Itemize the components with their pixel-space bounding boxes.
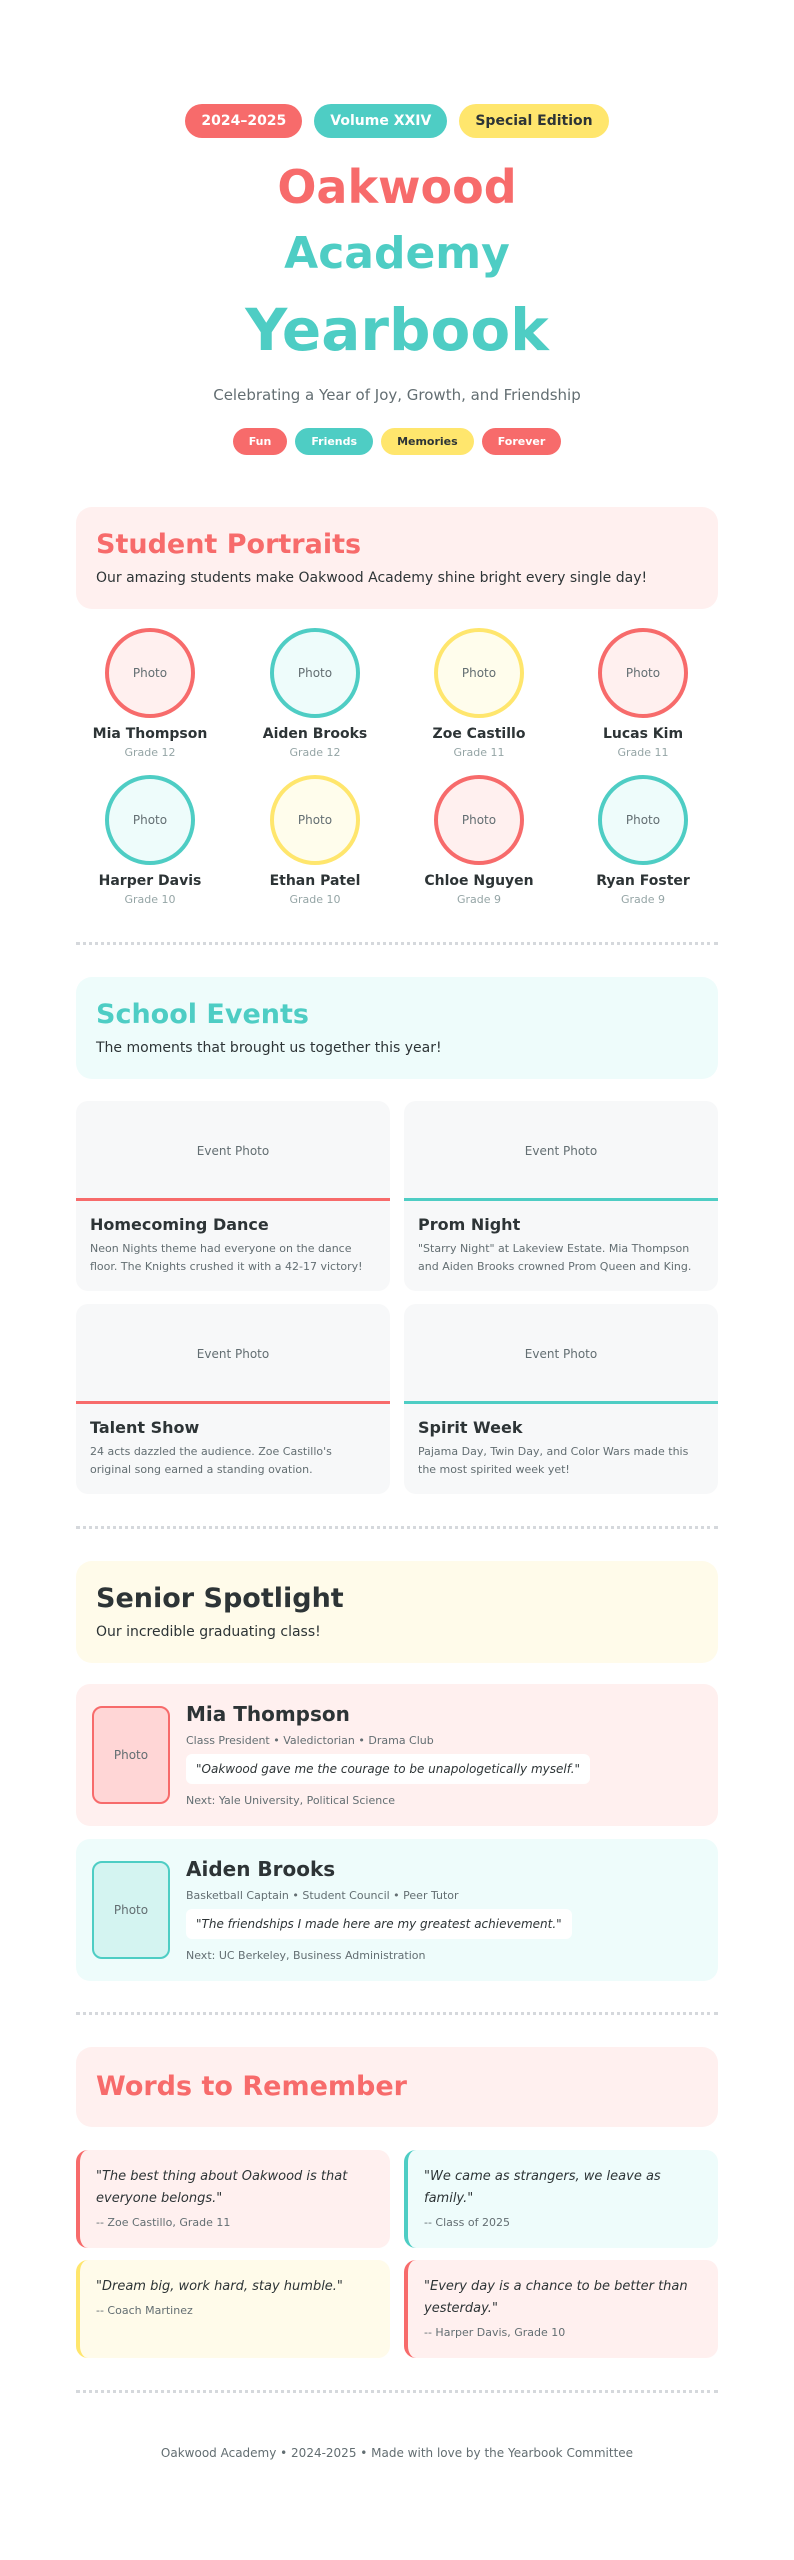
quote-text: "We came as strangers, we leave as family." (424, 2169, 661, 2206)
senior-card[interactable] (76, 1684, 718, 1826)
portrait-card[interactable] (563, 775, 723, 906)
student-name: Lucas Kim (602, 726, 684, 742)
quote-card (404, 2260, 718, 2358)
student-name: Zoe Castillo (432, 726, 526, 742)
student-name: Chloe Nguyen (424, 873, 534, 889)
senior-quote: "The friendships I made here are my greatest achievement." (186, 1909, 572, 1939)
event-description: Neon Nights theme had everyone on the dance floor. The Knights crushed it with a 42-17 victory! (90, 1242, 363, 1273)
quote-card (76, 2260, 390, 2358)
portraits-section-header (76, 507, 718, 609)
portrait-card[interactable] (563, 628, 723, 759)
quote-author: -- Harper Davis, Grade 10 (424, 2326, 566, 2339)
tag-friends: Friends (295, 428, 373, 455)
spotlight-subheading: Our incredible graduating class! (96, 1624, 321, 1640)
student-grade: Grade 9 (620, 893, 666, 906)
volume-badge: Volume XXIV (314, 104, 447, 138)
student-grade: Grade 12 (124, 746, 176, 759)
portrait-card[interactable] (399, 628, 559, 759)
title-yearbook: Yearbook (245, 296, 549, 364)
student-grade: Grade 10 (289, 893, 341, 906)
quote-author: -- Class of 2025 (424, 2216, 510, 2229)
hero-subtitle: Celebrating a Year of Joy, Growth, and Friendship (213, 386, 581, 404)
student-name: Ryan Foster (596, 873, 690, 889)
events-section-header (76, 977, 718, 1079)
portrait-photo: Photo (105, 628, 195, 718)
student-grade: Grade 12 (289, 746, 341, 759)
senior-photo: Photo (92, 1861, 170, 1959)
quote-text: "The best thing about Oakwood is that everyone belongs." (96, 2169, 348, 2206)
event-photo: Event Photo (76, 1304, 390, 1404)
events-heading: School Events (96, 999, 309, 1030)
student-grade: Grade 11 (453, 746, 505, 759)
section-divider (76, 2012, 718, 2015)
student-name: Mia Thompson (92, 726, 208, 742)
portrait-photo: Photo (434, 775, 524, 865)
title-academy: Academy (284, 228, 510, 279)
quote-text: "Dream big, work hard, stay humble." (96, 2279, 343, 2294)
portrait-card[interactable] (235, 628, 395, 759)
event-description: 24 acts dazzled the audience. Zoe Castillo's original song earned a standing ovation. (90, 1445, 332, 1476)
year-badge: 2024–2025 (185, 104, 302, 138)
senior-name: Aiden Brooks (186, 1857, 336, 1881)
portrait-card[interactable] (235, 775, 395, 906)
event-description: Pajama Day, Twin Day, and Color Wars made this the most spirited week yet! (418, 1445, 689, 1476)
senior-next-step: Next: UC Berkeley, Business Administration (186, 1949, 426, 1962)
portrait-photo: Photo (434, 628, 524, 718)
event-card[interactable] (76, 1304, 390, 1494)
student-grade: Grade 10 (124, 893, 176, 906)
senior-card[interactable] (76, 1839, 718, 1981)
portrait-photo: Photo (598, 775, 688, 865)
portrait-card[interactable] (70, 628, 230, 759)
spotlight-heading: Senior Spotlight (96, 1583, 344, 1614)
event-card[interactable] (76, 1101, 390, 1291)
student-grade: Grade 9 (456, 893, 502, 906)
senior-next-step: Next: Yale University, Political Science (186, 1794, 396, 1807)
portrait-photo: Photo (105, 775, 195, 865)
event-photo: Event Photo (76, 1101, 390, 1201)
quote-card (76, 2150, 390, 2248)
event-description: "Starry Night" at Lakeview Estate. Mia Thompson and Aiden Brooks crowned Prom Queen and King. (418, 1242, 692, 1273)
quote-text: "Every day is a chance to be better than yesterday." (424, 2279, 688, 2316)
hero-tag-row (0, 428, 794, 455)
student-name: Ethan Patel (269, 873, 361, 889)
event-card[interactable] (404, 1304, 718, 1494)
portraits-heading: Student Portraits (96, 529, 362, 560)
quote-card (404, 2150, 718, 2248)
event-title: Talent Show (90, 1418, 200, 1437)
events-subheading: The moments that brought us together this year! (96, 1040, 442, 1056)
senior-quote: "Oakwood gave me the courage to be unapologetically myself." (186, 1754, 590, 1784)
student-name: Aiden Brooks (262, 726, 368, 742)
portrait-photo: Photo (270, 628, 360, 718)
section-divider (76, 2390, 718, 2393)
portrait-card[interactable] (70, 775, 230, 906)
senior-name: Mia Thompson (186, 1702, 350, 1726)
event-photo: Event Photo (404, 1101, 718, 1201)
event-title: Prom Night (418, 1215, 521, 1234)
portrait-photo: Photo (598, 628, 688, 718)
portrait-photo: Photo (270, 775, 360, 865)
yearbook-hero (0, 0, 794, 480)
event-card[interactable] (404, 1101, 718, 1291)
portraits-subheading: Our amazing students make Oakwood Academy shine bright every single day! (96, 570, 648, 586)
words-heading: Words to Remember (96, 2071, 407, 2102)
student-name: Harper Davis (98, 873, 202, 889)
event-title: Spirit Week (418, 1418, 523, 1437)
section-divider (76, 1526, 718, 1529)
tag-memories: Memories (381, 428, 474, 455)
words-section-header (76, 2047, 718, 2127)
event-title: Homecoming Dance (90, 1215, 269, 1234)
senior-roles: Basketball Captain • Student Council • Peer Tutor (186, 1889, 459, 1902)
section-divider (76, 942, 718, 945)
senior-photo: Photo (92, 1706, 170, 1804)
tag-fun: Fun (233, 428, 288, 455)
spotlight-section-header (76, 1561, 718, 1663)
quote-author: -- Coach Martinez (96, 2304, 193, 2317)
student-grade: Grade 11 (617, 746, 669, 759)
hero-badge-row (0, 104, 794, 138)
senior-roles: Class President • Valedictorian • Drama Club (186, 1734, 434, 1747)
page-footer: Oakwood Academy • 2024-2025 • Made with love by the Yearbook Committee (160, 2446, 634, 2460)
event-photo: Event Photo (404, 1304, 718, 1404)
tag-forever: Forever (482, 428, 562, 455)
portrait-card[interactable] (399, 775, 559, 906)
edition-badge: Special Edition (459, 104, 608, 138)
title-oakwood: Oakwood (277, 160, 517, 214)
quote-author: -- Zoe Castillo, Grade 11 (96, 2216, 231, 2229)
